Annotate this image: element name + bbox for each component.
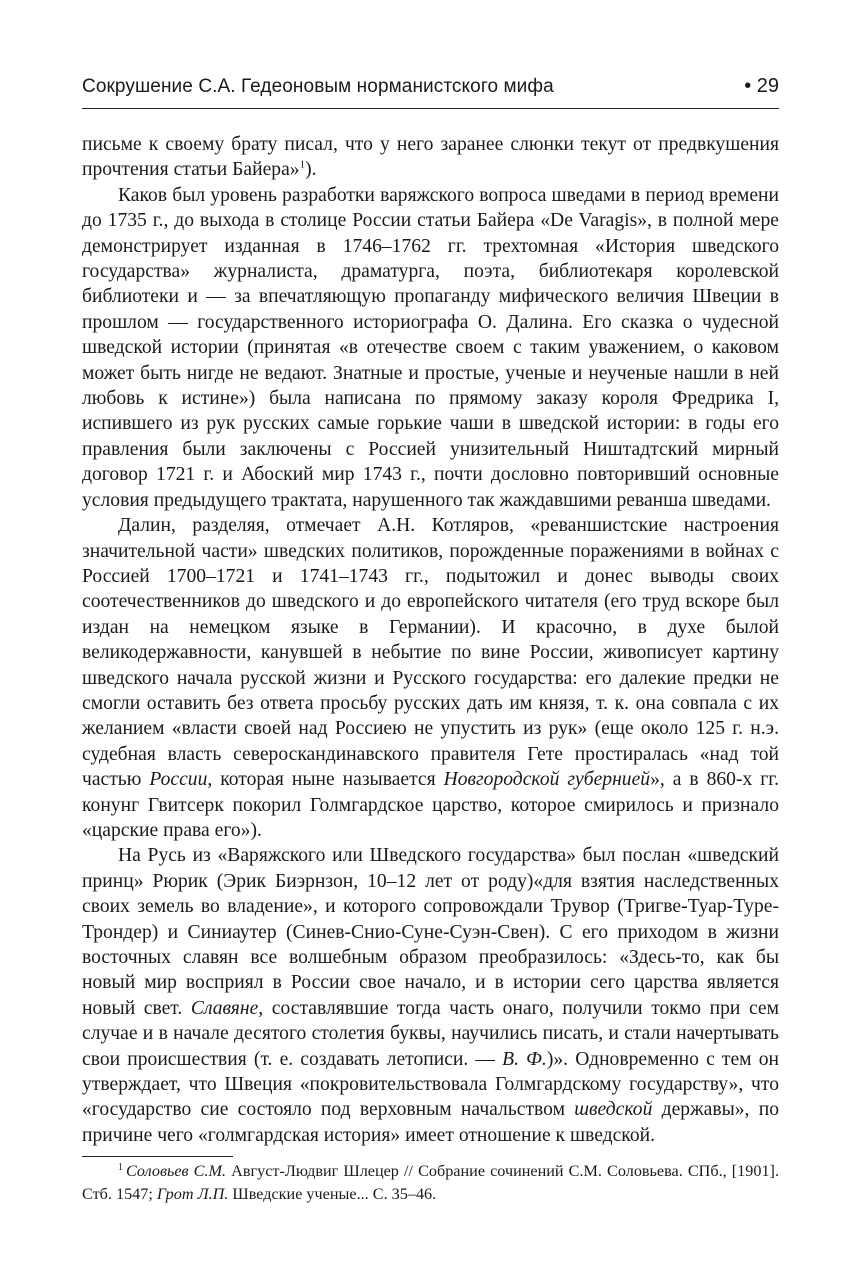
paragraph-4-text-a: На Русь из «Варяжского или Шведского государства» был послан «шведский принц» Рюрик (Эрик Биэрнзон, 10–12 лет от роду)«для взятия наследственных своих земель во владение», и которого сопровождали Трувор (Тригве-Туар-Туре-Трондер) и Синиаутер (Синев-Снио-Суне-Суэн-Свен). С его приходом в жизни восточных славян все волшебным образом преобразилось: «Здесь-то, как бы новый мир восприял в России свое начало, и в истории сего царства является новый свет. [82,845,779,1019]
footnote-text-1: Август-Людвиг Шлецер // Собрание сочинений С.М. Соловьева. СПб., [1901]. Стб. 1547; [82,1162,779,1203]
paragraph-1-tail: ). [305,159,317,181]
paragraph-1-text: письме к своему брату писал, что у него заранее слюнки текут от предвкушения прочтения статьи Байера» [82,134,779,181]
page-number: • 29 [744,75,779,97]
running-title: Сокрушение С.А. Гедеоновым норманистского мифа [82,76,554,97]
paragraph-3 [82,513,779,843]
paragraph-4-italic-2: В. Ф. [502,1048,547,1070]
main-text [82,132,779,1148]
running-header [82,74,779,109]
paragraph-3-text-b: , которая ныне называется [207,769,444,791]
paragraph-3-text-c: », а в 860-х гг. конунг Гвитсерк покорил Голмгардское царство, которое смирилось и признало «царские права его»). [82,769,779,841]
paragraph-4-text-d: державы», по причине чего «голмгардская история» имеет отношение к шведской. [82,1099,779,1146]
paragraph-4-text-c: )». Одновременно с тем он утверждает, что Швеция «покровительствовала Голмгардскому государству», что «государство сие состояло под верховным начальством [82,1048,780,1121]
paragraph-4-italic-1: Славяне, [190,997,264,1019]
paragraph-3-text-a: Далин, разделяя, отмечает А.Н. Котляров, «реваншистские настроения значительной части» шведских политиков, порожденные поражениями в войнах с Россией 1700–1721 и 1741–1743 гг., подытожил и донес выводы своих соотечественников до шведского и до европейского читателя (его труд вскоре был издан на немецком языке в Германии). И красочно, в духе былой великодержавности, канувшей в небытие по вине России, живописует картину шведского начала русской жизни и Русского государства: его далекие предки не смогли оставить без ответа просьбу русских дать им князя, т. к. она совпала с их желанием «власти своей над Россиею не упустить из рук» (еще около 125 г. н.э. судебная власть североскандинавского правителя Гете простиралась «над той частью [82,515,779,791]
footnote-author-2: Грот Л.П. [156,1185,229,1203]
footnote-text-2: Шведские ученые... С. 35–46. [228,1185,437,1203]
footnote-ref[interactable]: 1 [299,158,306,171]
paragraph-3-italic-2: Новгородской губернией [443,769,651,791]
footnote-author-1: Соловьев С.М. [126,1162,227,1180]
paragraph-4-text-b: составлявшие тогда часть онаго, получили токмо при сем случае и в начале десятого столетия буквы, научились писать, и стали начертывать свои происшествия (т. е. создавать летописи. — [82,997,779,1070]
footnote-divider [82,1156,233,1157]
paragraph-4-italic-3: шведской [574,1099,653,1121]
footnote-number: 1 [118,1161,123,1173]
paragraph-3-italic-1: России [149,769,208,791]
footnote [82,1160,779,1206]
paragraph-2: Каков был уровень разработки варяжского вопроса шведами в период времени до 1735 г., до выхода в столице России статьи Байера «De Varagis», в полной мере демонстрирует изданная в 1746–1762 гг. трехтомная «История шведского государства» журналиста, драматурга, поэта, библиотекаря королевской библиотеки и — за впечатляющую пропаганду мифического величия Швеции в прошлом — государственного историографа О. Далина. Его сказка о чудесной шведской истории (принятая «в отечестве своем с таким уважением, о каковом может быть нигде не ведают. Знатные и простые, ученые и неученые нашли в ней любовь к истине») была написана по прямому заказу короля Фредрика I, испившего из рук русских самые горькие чаши в шведской истории: в годы его правления были заключены с Россией унизительный Ништадтский мирный договор 1721 г. и Абоский мир 1743 г., почти дословно повторивший основные условия предыдущего трактата, нарушенного так жаждавшими реванша шведами. [82,184,779,511]
paragraph-1 [82,132,779,183]
paragraph-4 [82,843,779,1148]
